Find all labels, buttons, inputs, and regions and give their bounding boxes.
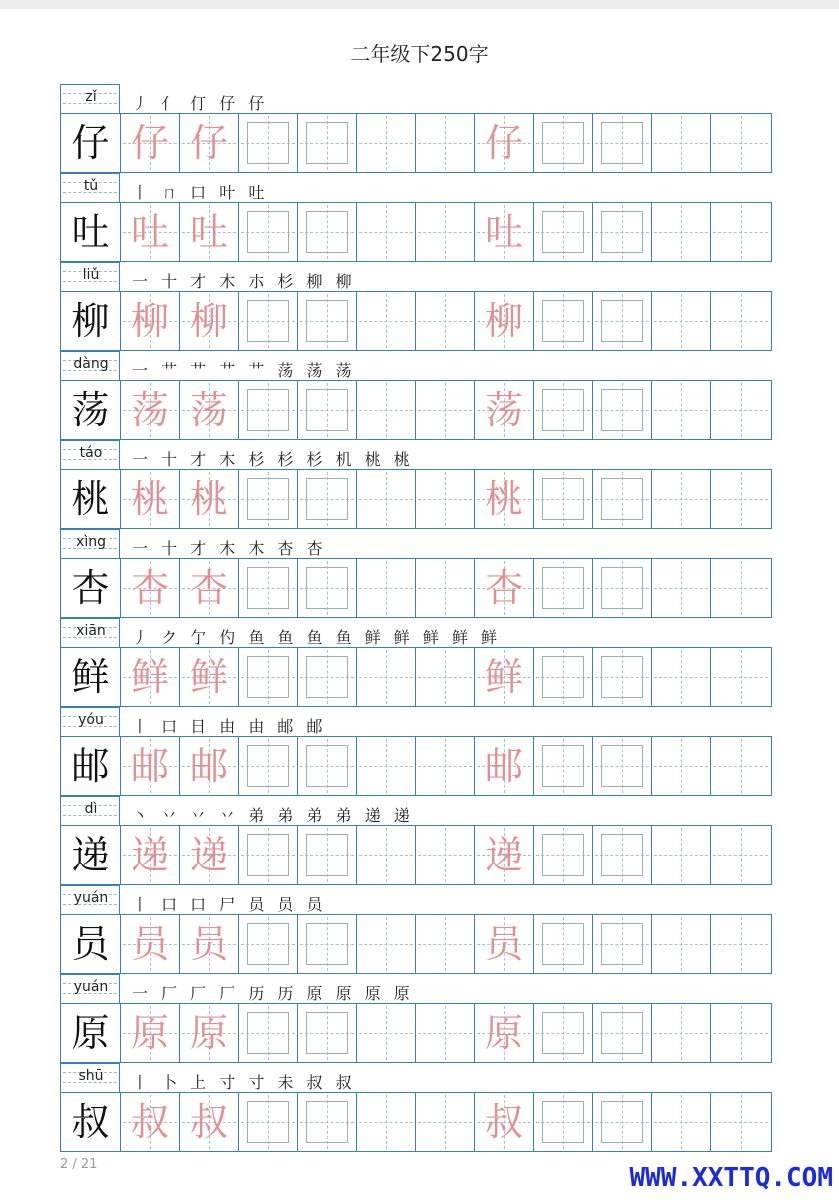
trace-cell bbox=[121, 915, 180, 973]
model-char: 荡 bbox=[71, 388, 110, 432]
trace-cell bbox=[180, 737, 239, 795]
pinyin-box bbox=[60, 351, 120, 380]
practice-grid-cell bbox=[711, 1093, 770, 1151]
practice-grid-cell bbox=[357, 381, 416, 439]
practice-box-cell bbox=[298, 915, 357, 973]
practice-box-cell bbox=[593, 114, 652, 172]
trace-char: 桃 bbox=[130, 477, 169, 521]
trace-cell bbox=[475, 381, 534, 439]
practice-grid-cell bbox=[416, 737, 475, 795]
char-row bbox=[60, 707, 772, 796]
pinyin-text: yuán bbox=[73, 890, 109, 906]
practice-box-cell bbox=[239, 470, 298, 528]
practice-grid-cell bbox=[652, 737, 711, 795]
trace-char: 桃 bbox=[484, 477, 523, 521]
pinyin-box bbox=[60, 262, 120, 291]
practice-box-cell bbox=[298, 114, 357, 172]
trace-char: 吐 bbox=[130, 210, 169, 254]
practice-grid-cell bbox=[652, 648, 711, 706]
practice-grid-cell bbox=[652, 381, 711, 439]
writing-grid bbox=[60, 647, 772, 707]
practice-box-cell bbox=[239, 826, 298, 884]
pinyin-text: táo bbox=[79, 445, 103, 461]
trace-char: 杏 bbox=[484, 566, 523, 610]
practice-box-cell bbox=[534, 915, 593, 973]
practice-grid-cell bbox=[652, 114, 711, 172]
char-row bbox=[60, 1063, 772, 1152]
trace-cell bbox=[180, 292, 239, 350]
practice-box-cell bbox=[298, 559, 357, 617]
char-row bbox=[60, 440, 772, 529]
practice-box-cell bbox=[239, 381, 298, 439]
practice-grid-cell bbox=[711, 114, 770, 172]
practice-grid-cell bbox=[416, 1004, 475, 1062]
pinyin-row bbox=[60, 529, 772, 558]
trace-char: 吐 bbox=[484, 210, 523, 254]
pinyin-row bbox=[60, 351, 772, 380]
trace-cell bbox=[475, 559, 534, 617]
pinyin-row bbox=[60, 173, 772, 202]
practice-box-cell bbox=[239, 1004, 298, 1062]
pinyin-row bbox=[60, 440, 772, 469]
writing-grid bbox=[60, 1092, 772, 1152]
stroke-order: 丿 ク 亇 仢 鱼 鱼 鱼 鱼 鲜 鲜 鲜 鲜 鲜 bbox=[132, 628, 502, 647]
practice-box-cell bbox=[298, 1093, 357, 1151]
practice-grid-cell bbox=[416, 915, 475, 973]
practice-grid-cell bbox=[416, 203, 475, 261]
trace-char: 叔 bbox=[130, 1100, 169, 1144]
writing-grid bbox=[60, 914, 772, 974]
practice-grid-cell bbox=[711, 381, 770, 439]
practice-grid-cell bbox=[652, 470, 711, 528]
model-char: 鲜 bbox=[71, 655, 110, 699]
pinyin-row bbox=[60, 262, 772, 291]
practice-grid-cell bbox=[652, 559, 711, 617]
practice-grid-cell bbox=[711, 826, 770, 884]
practice-grid-cell bbox=[357, 648, 416, 706]
practice-sheet bbox=[60, 84, 772, 1152]
practice-box-cell bbox=[298, 826, 357, 884]
trace-cell bbox=[121, 737, 180, 795]
model-char: 邮 bbox=[71, 744, 110, 788]
practice-box-cell bbox=[593, 203, 652, 261]
practice-box-cell bbox=[239, 1093, 298, 1151]
practice-box-cell bbox=[239, 559, 298, 617]
top-bar bbox=[0, 0, 839, 9]
model-char-cell bbox=[61, 1004, 121, 1062]
pinyin-box bbox=[60, 796, 120, 825]
pinyin-row bbox=[60, 84, 772, 113]
pinyin-box bbox=[60, 1063, 120, 1092]
trace-cell bbox=[475, 915, 534, 973]
practice-grid-cell bbox=[711, 470, 770, 528]
practice-grid-cell bbox=[652, 292, 711, 350]
trace-char: 荡 bbox=[189, 388, 228, 432]
practice-box-cell bbox=[239, 915, 298, 973]
trace-cell bbox=[475, 737, 534, 795]
watermark: WWW.XXTTQ.COM bbox=[629, 1163, 833, 1193]
pinyin-text: shū bbox=[78, 1068, 104, 1084]
writing-grid bbox=[60, 469, 772, 529]
pinyin-text: yóu bbox=[78, 712, 104, 728]
pinyin-box bbox=[60, 618, 120, 647]
practice-box-cell bbox=[534, 1004, 593, 1062]
trace-cell bbox=[180, 203, 239, 261]
writing-grid bbox=[60, 558, 772, 618]
practice-box-cell bbox=[534, 826, 593, 884]
trace-char: 叔 bbox=[189, 1100, 228, 1144]
trace-cell bbox=[180, 826, 239, 884]
practice-box-cell bbox=[534, 381, 593, 439]
pinyin-text: xiān bbox=[76, 623, 106, 639]
pinyin-text: liǔ bbox=[82, 267, 100, 283]
trace-char: 递 bbox=[189, 833, 228, 877]
practice-box-cell bbox=[593, 292, 652, 350]
practice-box-cell bbox=[534, 648, 593, 706]
trace-cell bbox=[475, 1093, 534, 1151]
trace-char: 原 bbox=[484, 1011, 523, 1055]
practice-box-cell bbox=[593, 1093, 652, 1151]
practice-grid-cell bbox=[416, 381, 475, 439]
trace-cell bbox=[180, 1093, 239, 1151]
pinyin-text: xìng bbox=[76, 534, 106, 550]
trace-char: 吐 bbox=[189, 210, 228, 254]
practice-box-cell bbox=[534, 203, 593, 261]
writing-grid bbox=[60, 1003, 772, 1063]
practice-box-cell bbox=[298, 292, 357, 350]
trace-cell bbox=[121, 826, 180, 884]
char-row bbox=[60, 351, 772, 440]
practice-box-cell bbox=[593, 737, 652, 795]
practice-grid-cell bbox=[416, 470, 475, 528]
model-char-cell bbox=[61, 381, 121, 439]
char-row bbox=[60, 618, 772, 707]
model-char-cell bbox=[61, 915, 121, 973]
stroke-order: 丶 丷 丷 丷 弟 弟 弟 弟 递 递 bbox=[132, 806, 414, 825]
writing-grid bbox=[60, 825, 772, 885]
trace-cell bbox=[180, 915, 239, 973]
model-char: 桃 bbox=[71, 477, 110, 521]
model-char-cell bbox=[61, 559, 121, 617]
practice-grid-cell bbox=[416, 559, 475, 617]
trace-cell bbox=[121, 381, 180, 439]
stroke-order: 丨 卜 上 寸 寸 未 叔 叔 bbox=[132, 1073, 356, 1092]
pinyin-row bbox=[60, 796, 772, 825]
practice-box-cell bbox=[534, 737, 593, 795]
pinyin-text: zǐ bbox=[85, 89, 97, 105]
trace-cell bbox=[475, 114, 534, 172]
practice-box-cell bbox=[298, 737, 357, 795]
char-row bbox=[60, 529, 772, 618]
practice-box-cell bbox=[298, 470, 357, 528]
char-row bbox=[60, 974, 772, 1063]
practice-box-cell bbox=[534, 470, 593, 528]
trace-cell bbox=[121, 1093, 180, 1151]
practice-box-cell bbox=[534, 114, 593, 172]
model-char: 仔 bbox=[71, 121, 110, 165]
model-char-cell bbox=[61, 470, 121, 528]
pinyin-text: tǔ bbox=[83, 178, 99, 194]
model-char-cell bbox=[61, 203, 121, 261]
practice-box-cell bbox=[239, 203, 298, 261]
practice-box-cell bbox=[593, 381, 652, 439]
trace-cell bbox=[475, 826, 534, 884]
practice-grid-cell bbox=[711, 1004, 770, 1062]
practice-grid-cell bbox=[416, 826, 475, 884]
trace-cell bbox=[121, 203, 180, 261]
trace-char: 荡 bbox=[484, 388, 523, 432]
model-char: 递 bbox=[71, 833, 110, 877]
practice-grid-cell bbox=[652, 1004, 711, 1062]
practice-grid-cell bbox=[357, 737, 416, 795]
practice-grid-cell bbox=[416, 1093, 475, 1151]
trace-char: 荡 bbox=[130, 388, 169, 432]
char-row bbox=[60, 262, 772, 351]
stroke-order: 一 艹 艹 艹 艹 荡 荡 荡 bbox=[132, 361, 356, 380]
practice-grid-cell bbox=[416, 292, 475, 350]
practice-box-cell bbox=[298, 648, 357, 706]
trace-cell bbox=[475, 1004, 534, 1062]
trace-cell bbox=[180, 381, 239, 439]
model-char-cell bbox=[61, 826, 121, 884]
trace-char: 原 bbox=[130, 1011, 169, 1055]
writing-grid bbox=[60, 202, 772, 262]
practice-box-cell bbox=[593, 1004, 652, 1062]
practice-grid-cell bbox=[711, 203, 770, 261]
practice-box-cell bbox=[593, 559, 652, 617]
practice-box-cell bbox=[593, 915, 652, 973]
trace-char: 邮 bbox=[189, 744, 228, 788]
stroke-order: 一 十 才 木 朩 杉 柳 柳 bbox=[132, 272, 356, 291]
practice-grid-cell bbox=[357, 826, 416, 884]
trace-cell bbox=[180, 114, 239, 172]
practice-grid-cell bbox=[652, 1093, 711, 1151]
practice-box-cell bbox=[298, 203, 357, 261]
model-char-cell bbox=[61, 1093, 121, 1151]
pinyin-row bbox=[60, 974, 772, 1003]
trace-cell bbox=[121, 114, 180, 172]
trace-cell bbox=[121, 470, 180, 528]
trace-cell bbox=[180, 470, 239, 528]
pinyin-row bbox=[60, 618, 772, 647]
model-char: 叔 bbox=[71, 1100, 110, 1144]
practice-grid-cell bbox=[357, 1004, 416, 1062]
pinyin-row bbox=[60, 885, 772, 914]
practice-box-cell bbox=[593, 470, 652, 528]
trace-char: 员 bbox=[130, 922, 169, 966]
pinyin-box bbox=[60, 885, 120, 914]
char-row bbox=[60, 84, 772, 173]
practice-box-cell bbox=[593, 648, 652, 706]
model-char: 吐 bbox=[71, 210, 110, 254]
practice-grid-cell bbox=[416, 648, 475, 706]
pinyin-text: dì bbox=[84, 801, 98, 817]
practice-grid-cell bbox=[711, 292, 770, 350]
trace-char: 桃 bbox=[189, 477, 228, 521]
char-row bbox=[60, 885, 772, 974]
page-indicator: 2 / 21 bbox=[60, 1157, 98, 1172]
practice-box-cell bbox=[239, 292, 298, 350]
stroke-order: 一 厂 厂 厂 历 历 原 原 原 原 bbox=[132, 984, 414, 1003]
trace-char: 邮 bbox=[484, 744, 523, 788]
practice-box-cell bbox=[534, 292, 593, 350]
trace-char: 员 bbox=[484, 922, 523, 966]
trace-char: 柳 bbox=[189, 299, 228, 343]
practice-box-cell bbox=[534, 559, 593, 617]
practice-grid-cell bbox=[357, 1093, 416, 1151]
stroke-order: 一 十 才 木 木 杏 杏 bbox=[132, 539, 327, 558]
practice-grid-cell bbox=[711, 737, 770, 795]
practice-box-cell bbox=[239, 114, 298, 172]
pinyin-box bbox=[60, 529, 120, 558]
pinyin-box bbox=[60, 440, 120, 469]
trace-char: 杏 bbox=[189, 566, 228, 610]
trace-char: 员 bbox=[189, 922, 228, 966]
practice-box-cell bbox=[239, 737, 298, 795]
trace-cell bbox=[475, 292, 534, 350]
practice-box-cell bbox=[239, 648, 298, 706]
pinyin-box bbox=[60, 974, 120, 1003]
trace-char: 仔 bbox=[189, 121, 228, 165]
stroke-order: 一 十 才 木 杉 杉 杉 机 桃 桃 bbox=[132, 450, 414, 469]
trace-char: 杏 bbox=[130, 566, 169, 610]
writing-grid bbox=[60, 113, 772, 173]
model-char-cell bbox=[61, 737, 121, 795]
writing-grid bbox=[60, 736, 772, 796]
trace-cell bbox=[475, 470, 534, 528]
trace-cell bbox=[475, 203, 534, 261]
trace-cell bbox=[121, 559, 180, 617]
trace-cell bbox=[180, 648, 239, 706]
writing-grid bbox=[60, 291, 772, 351]
trace-cell bbox=[121, 292, 180, 350]
trace-char: 递 bbox=[484, 833, 523, 877]
stroke-order: 丨 口 日 由 由 邮 邮 bbox=[132, 717, 327, 736]
model-char-cell bbox=[61, 292, 121, 350]
trace-cell bbox=[180, 1004, 239, 1062]
stroke-order: 丨 口 口 尸 员 员 员 bbox=[132, 895, 327, 914]
pinyin-text: yuán bbox=[73, 979, 109, 995]
trace-char: 鲜 bbox=[484, 655, 523, 699]
char-row bbox=[60, 173, 772, 262]
practice-grid-cell bbox=[711, 915, 770, 973]
pinyin-box bbox=[60, 173, 120, 202]
trace-char: 邮 bbox=[130, 744, 169, 788]
practice-grid-cell bbox=[652, 915, 711, 973]
trace-char: 仔 bbox=[130, 121, 169, 165]
practice-box-cell bbox=[298, 381, 357, 439]
practice-box-cell bbox=[534, 1093, 593, 1151]
pinyin-box bbox=[60, 707, 120, 736]
model-char: 杏 bbox=[71, 566, 110, 610]
trace-cell bbox=[180, 559, 239, 617]
trace-char: 原 bbox=[189, 1011, 228, 1055]
trace-char: 鲜 bbox=[130, 655, 169, 699]
trace-char: 鲜 bbox=[189, 655, 228, 699]
trace-cell bbox=[121, 648, 180, 706]
trace-char: 递 bbox=[130, 833, 169, 877]
practice-grid-cell bbox=[357, 915, 416, 973]
practice-grid-cell bbox=[357, 559, 416, 617]
practice-grid-cell bbox=[416, 114, 475, 172]
practice-grid-cell bbox=[357, 203, 416, 261]
char-row bbox=[60, 796, 772, 885]
page-title: 二年级下250字 bbox=[350, 42, 489, 66]
model-char-cell bbox=[61, 114, 121, 172]
practice-grid-cell bbox=[652, 203, 711, 261]
trace-cell bbox=[475, 648, 534, 706]
stroke-order: 丿 亻 仃 仔 仔 bbox=[132, 94, 269, 113]
stroke-order: 丨 ㄇ 口 叶 吐 bbox=[132, 183, 269, 202]
practice-box-cell bbox=[298, 1004, 357, 1062]
model-char-cell bbox=[61, 648, 121, 706]
practice-grid-cell bbox=[357, 292, 416, 350]
trace-cell bbox=[121, 1004, 180, 1062]
model-char: 员 bbox=[71, 922, 110, 966]
practice-grid-cell bbox=[357, 470, 416, 528]
model-char: 原 bbox=[71, 1011, 110, 1055]
model-char: 柳 bbox=[71, 299, 110, 343]
pinyin-text: dàng bbox=[73, 356, 109, 372]
practice-grid-cell bbox=[652, 826, 711, 884]
writing-grid bbox=[60, 380, 772, 440]
trace-char: 仔 bbox=[484, 121, 523, 165]
practice-grid-cell bbox=[711, 648, 770, 706]
practice-grid-cell bbox=[357, 114, 416, 172]
pinyin-row bbox=[60, 707, 772, 736]
pinyin-box bbox=[60, 84, 120, 113]
trace-char: 柳 bbox=[130, 299, 169, 343]
trace-char: 柳 bbox=[484, 299, 523, 343]
trace-char: 叔 bbox=[484, 1100, 523, 1144]
practice-grid-cell bbox=[711, 559, 770, 617]
pinyin-row bbox=[60, 1063, 772, 1092]
practice-box-cell bbox=[593, 826, 652, 884]
